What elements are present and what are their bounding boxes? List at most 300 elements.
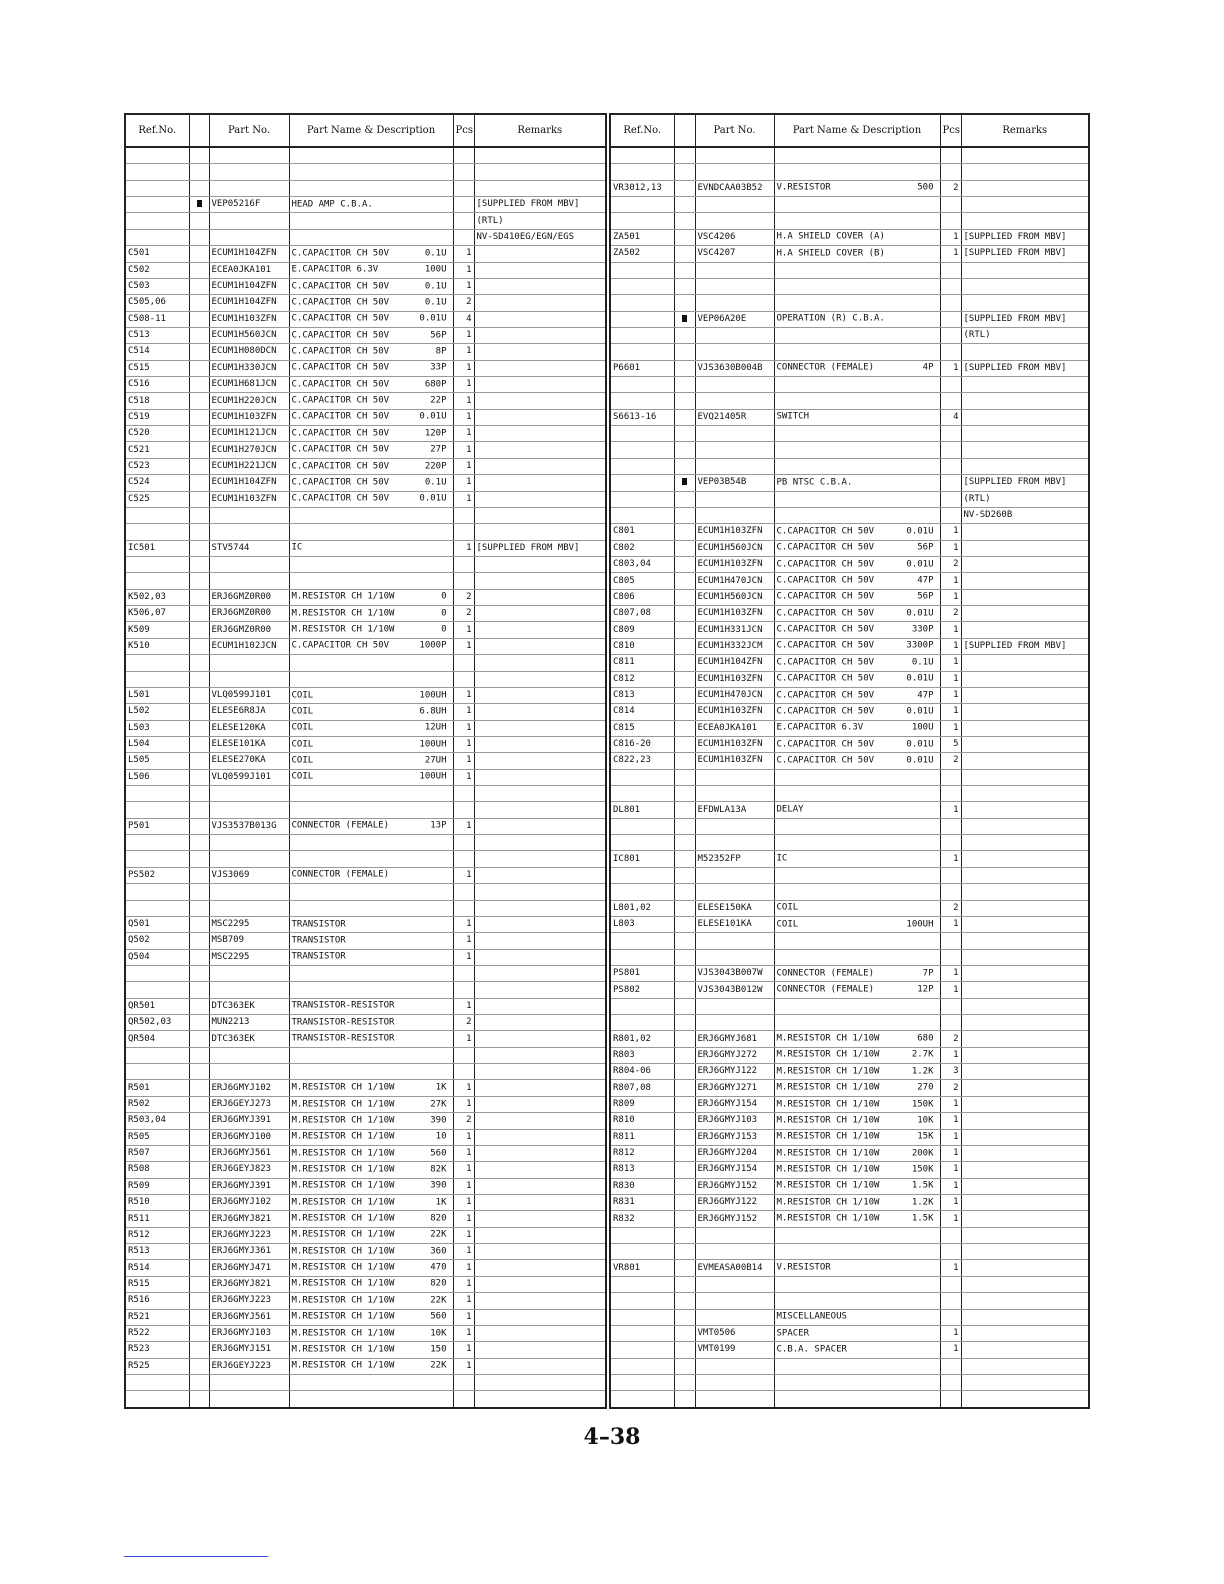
value-text: 10K <box>430 1328 447 1339</box>
pcs-cell <box>940 262 961 278</box>
part-no-cell <box>209 786 289 802</box>
ref-no-cell <box>125 884 189 900</box>
table-row <box>610 589 1089 605</box>
description-cell <box>289 458 453 474</box>
pcs-cell <box>453 965 474 981</box>
header-remarks: Remarks <box>474 114 606 147</box>
value-text: 390 <box>430 1115 447 1126</box>
value-text: 820 <box>430 1278 447 1289</box>
pcs-cell: 1 <box>453 475 474 491</box>
mark-cell <box>189 1113 209 1129</box>
part-no-cell: ERJ6GMYJ391 <box>209 1178 289 1194</box>
ref-no-cell <box>610 344 674 360</box>
ref-no-cell <box>125 1064 189 1080</box>
description-text: TRANSISTOR <box>291 919 346 930</box>
part-no-cell: VMT0199 <box>695 1342 774 1358</box>
table-row <box>610 475 1089 491</box>
pcs-cell <box>453 229 474 245</box>
remarks-cell <box>961 916 1089 932</box>
value-text: 1.2K <box>911 1197 934 1208</box>
description-cell <box>289 1031 453 1047</box>
description-text: C.CAPACITOR CH 50V <box>291 411 390 422</box>
mark-cell <box>189 409 209 425</box>
pcs-cell <box>940 949 961 965</box>
table-row <box>610 949 1089 965</box>
description-cell <box>289 409 453 425</box>
pcs-cell: 1 <box>453 1162 474 1178</box>
ref-no-cell <box>610 1358 674 1374</box>
part-no-cell <box>695 1244 774 1260</box>
ref-no-cell: K502,03 <box>125 589 189 605</box>
remarks-cell <box>474 1129 606 1145</box>
pcs-cell: 1 <box>453 1129 474 1145</box>
value-text: 680P <box>424 379 447 390</box>
part-no-cell <box>695 884 774 900</box>
description-cell <box>774 1293 940 1309</box>
table-row <box>610 769 1089 785</box>
part-no-cell <box>209 835 289 851</box>
remarks-cell <box>474 1244 606 1260</box>
description-text: M.RESISTOR CH 1/10W <box>776 1164 880 1175</box>
part-no-cell <box>209 556 289 572</box>
description-text: M.RESISTOR CH 1/10W <box>291 1197 395 1208</box>
mark-cell <box>189 949 209 965</box>
table-row <box>610 1178 1089 1194</box>
ref-no-cell: R502 <box>125 1096 189 1112</box>
description-cell <box>774 197 940 213</box>
pcs-cell: 1 <box>453 1096 474 1112</box>
description-cell <box>774 1358 940 1374</box>
mark-cell <box>674 458 695 474</box>
description-cell <box>774 1113 940 1129</box>
ref-no-cell: C524 <box>125 475 189 491</box>
ref-no-cell: R523 <box>125 1342 189 1358</box>
ref-no-cell: Q501 <box>125 916 189 932</box>
remarks-cell <box>961 1047 1089 1063</box>
description-cell <box>774 426 940 442</box>
description-cell <box>774 1374 940 1390</box>
ref-no-cell <box>125 802 189 818</box>
table-row <box>125 982 606 998</box>
mark-cell <box>189 311 209 327</box>
part-no-cell: ERJ6GMYJ561 <box>209 1145 289 1161</box>
mark-cell <box>189 344 209 360</box>
remarks-cell <box>961 1096 1089 1112</box>
pcs-cell: 1 <box>940 638 961 654</box>
description-text: SPACER <box>776 1328 810 1339</box>
value-text: 3300P <box>906 640 934 651</box>
description-cell <box>774 229 940 245</box>
mark-cell <box>189 573 209 589</box>
pcs-cell <box>453 147 474 164</box>
remarks-cell <box>961 1325 1089 1341</box>
pcs-cell: 1 <box>453 1031 474 1047</box>
mark-cell <box>189 1325 209 1341</box>
pcs-cell: 1 <box>453 344 474 360</box>
pcs-cell: 1 <box>453 687 474 703</box>
ref-no-cell <box>610 442 674 458</box>
part-no-cell <box>695 164 774 180</box>
table-row <box>125 687 606 703</box>
ref-no-cell: R508 <box>125 1162 189 1178</box>
part-no-cell: ERJ6GMYJ102 <box>209 1080 289 1096</box>
description-text: C.CAPACITOR CH 50V <box>291 493 390 504</box>
table-row <box>610 802 1089 818</box>
ref-no-cell <box>610 311 674 327</box>
description-cell <box>774 491 940 507</box>
remarks-cell <box>474 606 606 622</box>
remarks-cell <box>474 278 606 294</box>
ref-no-cell: C508-11 <box>125 311 189 327</box>
description-text: M.RESISTOR CH 1/10W <box>291 1213 395 1224</box>
pcs-cell: 1 <box>940 540 961 556</box>
description-cell <box>774 835 940 851</box>
remarks-cell <box>961 180 1089 196</box>
description-cell <box>289 1358 453 1374</box>
mark-cell <box>674 1015 695 1031</box>
mark-cell <box>674 1325 695 1341</box>
table-row <box>125 180 606 196</box>
mark-cell <box>189 1162 209 1178</box>
description-cell <box>289 327 453 343</box>
pcs-cell: 1 <box>453 769 474 785</box>
mark-cell <box>189 867 209 883</box>
part-no-cell: ERJ6GMYJ122 <box>695 1064 774 1080</box>
description-cell <box>289 556 453 572</box>
table-row <box>610 1015 1089 1031</box>
square-bullet-icon <box>682 315 687 322</box>
value-text: 150K <box>911 1099 934 1110</box>
pcs-cell: 1 <box>453 1342 474 1358</box>
pcs-cell <box>940 769 961 785</box>
table-row <box>125 327 606 343</box>
description-cell <box>289 802 453 818</box>
value-text: 22K <box>430 1229 447 1240</box>
pcs-cell: 1 <box>453 1358 474 1374</box>
mark-cell <box>674 393 695 409</box>
remarks-cell <box>961 540 1089 556</box>
part-no-cell: STV5744 <box>209 540 289 556</box>
part-no-cell: ERJ6GEYJ823 <box>209 1162 289 1178</box>
description-cell <box>289 786 453 802</box>
remarks-cell <box>474 1064 606 1080</box>
table-row <box>125 147 606 164</box>
value-text: 56P <box>430 330 447 341</box>
description-cell <box>289 1080 453 1096</box>
value-text: 560 <box>430 1311 447 1322</box>
mark-cell <box>189 835 209 851</box>
description-cell <box>289 851 453 867</box>
part-no-cell: ERJ6GMYJ103 <box>209 1325 289 1341</box>
description-cell <box>774 655 940 671</box>
description-cell <box>774 475 940 491</box>
pcs-cell <box>940 1358 961 1374</box>
description-cell <box>774 1211 940 1227</box>
ref-no-cell <box>610 213 674 229</box>
remarks-cell <box>474 475 606 491</box>
parts-table-left-body <box>125 114 606 1408</box>
value-text: 360 <box>430 1246 447 1257</box>
ref-no-cell <box>125 786 189 802</box>
value-text: 12P <box>917 984 934 995</box>
description-text: M.RESISTOR CH 1/10W <box>776 1082 880 1093</box>
pcs-cell: 1 <box>940 655 961 671</box>
part-no-cell <box>695 818 774 834</box>
remarks-cell <box>474 1211 606 1227</box>
ref-no-cell <box>125 213 189 229</box>
description-cell <box>774 180 940 196</box>
remarks-cell <box>474 1162 606 1178</box>
part-no-cell <box>695 998 774 1014</box>
part-no-cell: ECUM1H104ZFN <box>209 475 289 491</box>
value-text: 82K <box>430 1164 447 1175</box>
pcs-cell <box>940 442 961 458</box>
ref-no-cell <box>610 475 674 491</box>
description-cell <box>774 556 940 572</box>
remarks-cell: [SUPPLIED FROM MBV] <box>961 360 1089 376</box>
ref-no-cell: PS801 <box>610 965 674 981</box>
description-text: M.RESISTOR CH 1/10W <box>776 1033 880 1044</box>
remarks-cell <box>961 933 1089 949</box>
mark-cell <box>674 262 695 278</box>
ref-no-cell: ZA501 <box>610 229 674 245</box>
table-row <box>610 1096 1089 1112</box>
table-row <box>125 1080 606 1096</box>
description-cell <box>774 998 940 1014</box>
part-no-cell: VLQ0599J101 <box>209 687 289 703</box>
pcs-cell: 1 <box>453 360 474 376</box>
mark-cell <box>189 638 209 654</box>
remarks-cell <box>474 704 606 720</box>
description-text: M.RESISTOR CH 1/10W <box>291 1278 395 1289</box>
part-no-cell <box>695 1293 774 1309</box>
table-row <box>125 786 606 802</box>
table-row <box>610 1276 1089 1292</box>
part-no-cell <box>695 867 774 883</box>
value-text: 0.01U <box>419 411 447 422</box>
header-part-no: Part No. <box>695 114 774 147</box>
value-text: 10K <box>917 1115 934 1126</box>
remarks-cell <box>961 1145 1089 1161</box>
part-no-cell: ECUM1H681JCN <box>209 377 289 393</box>
description-text: E.CAPACITOR 6.3V <box>291 264 379 275</box>
description-cell <box>774 1031 940 1047</box>
table-row <box>610 900 1089 916</box>
part-no-cell: EFDWLA13A <box>695 802 774 818</box>
remarks-cell <box>474 687 606 703</box>
remarks-cell <box>961 720 1089 736</box>
table-row <box>125 246 606 262</box>
ref-no-cell: R810 <box>610 1113 674 1129</box>
mark-cell <box>674 475 695 491</box>
mark-cell <box>674 1293 695 1309</box>
remarks-cell <box>474 638 606 654</box>
part-no-cell: ECUM1H103ZFN <box>695 736 774 752</box>
description-cell <box>289 965 453 981</box>
table-row <box>610 344 1089 360</box>
mark-cell <box>189 442 209 458</box>
mark-cell <box>674 360 695 376</box>
part-no-cell: ERJ6GMYJ223 <box>209 1293 289 1309</box>
pcs-cell <box>940 884 961 900</box>
value-text: 0.01U <box>906 526 934 537</box>
part-no-cell <box>695 933 774 949</box>
part-no-cell <box>209 671 289 687</box>
table-row <box>125 1374 606 1390</box>
description-cell <box>774 1342 940 1358</box>
remarks-cell: (RTL) <box>474 213 606 229</box>
pcs-cell <box>453 884 474 900</box>
remarks-cell <box>961 1293 1089 1309</box>
description-cell <box>774 295 940 311</box>
description-cell <box>774 753 940 769</box>
table-row <box>125 1031 606 1047</box>
part-no-cell <box>695 1391 774 1408</box>
pcs-cell <box>940 1293 961 1309</box>
ref-no-cell: R501 <box>125 1080 189 1096</box>
part-no-cell: ECUM1H331JCN <box>695 622 774 638</box>
ref-no-cell: P501 <box>125 818 189 834</box>
remarks-cell <box>474 720 606 736</box>
description-cell <box>289 753 453 769</box>
part-no-cell: ECUM1H104ZFN <box>209 278 289 294</box>
description-cell <box>774 458 940 474</box>
remarks-cell <box>474 867 606 883</box>
ref-no-cell: R513 <box>125 1244 189 1260</box>
table-row <box>610 327 1089 343</box>
ref-no-cell: C816-20 <box>610 736 674 752</box>
table-row <box>610 164 1089 180</box>
table-row <box>610 147 1089 164</box>
description-text: COIL <box>291 706 314 717</box>
remarks-cell <box>474 900 606 916</box>
parts-table-right <box>609 113 1090 1409</box>
table-row <box>125 491 606 507</box>
table-row <box>125 1358 606 1374</box>
remarks-cell <box>961 949 1089 965</box>
pcs-cell <box>940 491 961 507</box>
mark-cell <box>189 1374 209 1390</box>
description-cell <box>774 327 940 343</box>
pcs-cell: 1 <box>453 949 474 965</box>
mark-cell <box>674 736 695 752</box>
part-no-cell <box>695 1358 774 1374</box>
remarks-cell <box>474 377 606 393</box>
mark-cell <box>674 687 695 703</box>
description-text: M.RESISTOR CH 1/10W <box>291 1180 395 1191</box>
remarks-cell <box>474 851 606 867</box>
ref-no-cell <box>610 818 674 834</box>
part-no-cell: ECUM1H103ZFN <box>209 311 289 327</box>
part-no-cell <box>695 426 774 442</box>
part-no-cell <box>695 377 774 393</box>
value-text: 10 <box>435 1131 447 1142</box>
ref-no-cell: C501 <box>125 246 189 262</box>
remarks-cell <box>961 769 1089 785</box>
pcs-cell: 1 <box>453 246 474 262</box>
description-text: C.B.A. SPACER <box>776 1344 847 1355</box>
remarks-cell <box>474 835 606 851</box>
remarks-cell <box>474 393 606 409</box>
mark-cell <box>189 147 209 164</box>
description-cell <box>289 311 453 327</box>
table-row <box>610 965 1089 981</box>
mark-cell <box>189 916 209 932</box>
description-cell <box>289 491 453 507</box>
table-row <box>610 360 1089 376</box>
remarks-cell <box>474 998 606 1014</box>
value-text: 22K <box>430 1360 447 1371</box>
table-row <box>125 867 606 883</box>
remarks-cell <box>961 1309 1089 1325</box>
ref-no-cell: R803 <box>610 1047 674 1063</box>
description-text: C.CAPACITOR CH 50V <box>291 297 390 308</box>
remarks-cell <box>961 900 1089 916</box>
ref-no-cell: R515 <box>125 1276 189 1292</box>
remarks-cell <box>961 164 1089 180</box>
ref-no-cell: R521 <box>125 1309 189 1325</box>
description-cell <box>774 622 940 638</box>
ref-no-cell <box>610 426 674 442</box>
ref-no-cell: P6601 <box>610 360 674 376</box>
description-text: C.CAPACITOR CH 50V <box>776 657 875 668</box>
remarks-cell <box>474 655 606 671</box>
description-cell <box>289 769 453 785</box>
pcs-cell: 5 <box>940 736 961 752</box>
description-text: C.CAPACITOR CH 50V <box>291 313 390 324</box>
description-cell <box>289 180 453 196</box>
ref-no-cell: DL801 <box>610 802 674 818</box>
description-text: C.CAPACITOR CH 50V <box>291 477 390 488</box>
ref-no-cell <box>125 1047 189 1063</box>
mark-cell <box>189 1015 209 1031</box>
part-no-cell <box>695 949 774 965</box>
mark-cell <box>189 1276 209 1292</box>
pcs-cell <box>940 1227 961 1243</box>
ref-no-cell: QR502,03 <box>125 1015 189 1031</box>
remarks-cell <box>961 458 1089 474</box>
description-text: M.RESISTOR CH 1/10W <box>291 1229 395 1240</box>
mark-cell <box>674 933 695 949</box>
value-text: 47P <box>917 575 934 586</box>
part-no-cell: VMT0506 <box>695 1325 774 1341</box>
description-cell <box>774 1227 940 1243</box>
part-no-cell <box>695 278 774 294</box>
description-cell <box>289 1145 453 1161</box>
description-cell <box>289 916 453 932</box>
description-cell <box>289 229 453 245</box>
remarks-cell <box>961 965 1089 981</box>
remarks-cell <box>474 982 606 998</box>
description-cell <box>289 1293 453 1309</box>
table-row <box>610 573 1089 589</box>
part-no-cell: ECUM1H104ZFN <box>209 246 289 262</box>
pcs-cell: 1 <box>453 426 474 442</box>
mark-cell <box>674 1178 695 1194</box>
description-cell <box>774 1096 940 1112</box>
pcs-cell: 1 <box>940 1096 961 1112</box>
description-cell <box>289 1309 453 1325</box>
ref-no-cell: VR801 <box>610 1260 674 1276</box>
ref-no-cell <box>610 1309 674 1325</box>
description-cell <box>774 409 940 425</box>
part-no-cell: ECUM1H080DCN <box>209 344 289 360</box>
part-no-cell <box>695 213 774 229</box>
ref-no-cell: L801,02 <box>610 900 674 916</box>
table-row <box>125 1276 606 1292</box>
description-cell <box>289 1374 453 1390</box>
pcs-cell: 2 <box>453 295 474 311</box>
